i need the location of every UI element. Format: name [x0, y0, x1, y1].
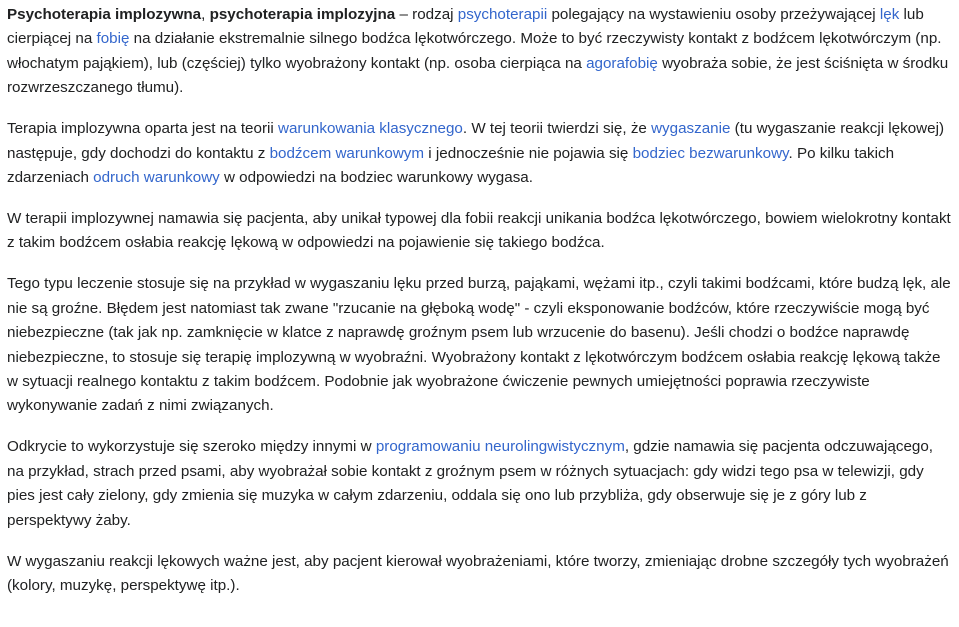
wiki-link[interactable]: programowaniu neurolingwistycznym: [375, 438, 625, 456]
text-run: , gdzie namawia się pacjenta odczuwającego, na przykład, strach przed psami, aby wyobrażał sobie kontakt z groźnym psem w różnych sytuacjach: gdy widzi tego psa w telewizji, gdy pies jest cały zielony, gdy zmienia się muzyka w całym zdarzeniu, oddala się ono lub przybliża, gdy obserwuje się je z góry lub z perspektywy żaby.: [7, 438, 933, 529]
text-run: W terapii implozywnej namawia się pacjenta, aby unikał typowej dla fobii reakcji unikania bodźca lękotwórczego, bowiem wielokrotny kontakt z takim bodźcem osłabia reakcję lękową w odpowiedzi na pojawienie się takiego bodźca.: [7, 210, 951, 252]
wiki-link[interactable]: warunkowania klasycznego: [277, 120, 463, 138]
wiki-link[interactable]: wygaszanie: [651, 120, 731, 138]
article-paragraph-5: [7, 435, 951, 533]
article-paragraph-6: [7, 550, 951, 599]
wiki-link[interactable]: bodziec bezwarunkowy: [632, 144, 789, 162]
wiki-link[interactable]: psychoterapii: [457, 6, 548, 23]
text-run: i jednocześnie nie pojawia się: [424, 144, 633, 162]
text-run: W wygaszaniu reakcji lękowych ważne jest, aby pacjent kierował wyobrażeniami, które tworzy, zmieniając drobne szczegóły tych wyobrażeń (kolory, muzykę, perspektywę itp.).: [7, 552, 949, 595]
text-run: wyobraża sobie, że jest ściśnięta w środku rozwrzeszczanego tłumu).: [7, 54, 949, 97]
wiki-link[interactable]: agorafobię: [586, 54, 658, 72]
text-run: – rodzaj: [395, 6, 458, 23]
bold-term: Psychoterapia implozywna: [7, 6, 202, 23]
article-paragraph-4: [7, 272, 951, 418]
wiki-link[interactable]: odruch warunkowy: [93, 169, 220, 187]
article-paragraph-2: [7, 117, 951, 190]
wiki-link[interactable]: lęk: [879, 6, 900, 23]
text-run: . Po kilku takich zdarzeniach: [7, 144, 895, 187]
article-paragraph-3: [7, 207, 951, 256]
text-run: lub cierpiącej na: [7, 6, 924, 48]
text-run: Terapia implozywna oparta jest na teorii: [7, 120, 278, 138]
text-run: Tego typu leczenie stosuje się na przykład w wygaszaniu lęku przed burzą, pająkami, wężami itp., czyli takimi bodźcami, które budzą lęk, ale nie są groźne. Błędem jest natomiast tak zwane "rzucanie na głęboką wodę" - czyli eksponowanie bodźców, które rzeczywiście mogą być niebezpieczne (tak jak np. zamknięcie w klatce z naprawdę groźnym psem lub wrzucenie do basenu). Jeśli chodzi o bodźce naprawdę niebezpieczne, to stosuje się terapię implozywną w wyobraźni. Wyobrażony kontakt z lękotwórczym bodźcem osłabia reakcję lękową także w sytuacji realnego kontaktu z takim bodźcem. Podobnie jak wyobrażone ćwiczenie pewnych umiejętności poprawia rzeczywiste wykonywanie zadań z nimi związanych.: [7, 275, 951, 415]
text-run: (tu wygaszanie reakcji lękowej) następuje, gdy dochodzi do kontaktu z: [7, 120, 945, 162]
text-run: na działanie ekstremalnie silnego bodźca lękotwórczego. Może to być rzeczywisty kontakt z bodźcem lękotwórczym (np. włochatym pająkiem), lub (częściej) tylko wyobrażony kontakt (np. osoba cierpiąca na: [7, 30, 942, 72]
text-run: . W tej teorii twierdzi się, że: [462, 120, 652, 138]
text-run: ,: [201, 6, 210, 23]
wiki-link[interactable]: fobię: [96, 30, 130, 48]
text-run: polegający na wystawieniu osoby przeżywającej: [547, 6, 880, 23]
article-paragraph-1: [7, 3, 951, 101]
text-run: w odpowiedzi na bodziec warunkowy wygasa.: [219, 169, 533, 187]
bold-term: psychoterapia implozyjna: [209, 6, 396, 23]
text-run: Odkrycie to wykorzystuje się szeroko między innymi w: [7, 438, 376, 456]
wiki-link[interactable]: bodźcem warunkowym: [269, 144, 425, 162]
